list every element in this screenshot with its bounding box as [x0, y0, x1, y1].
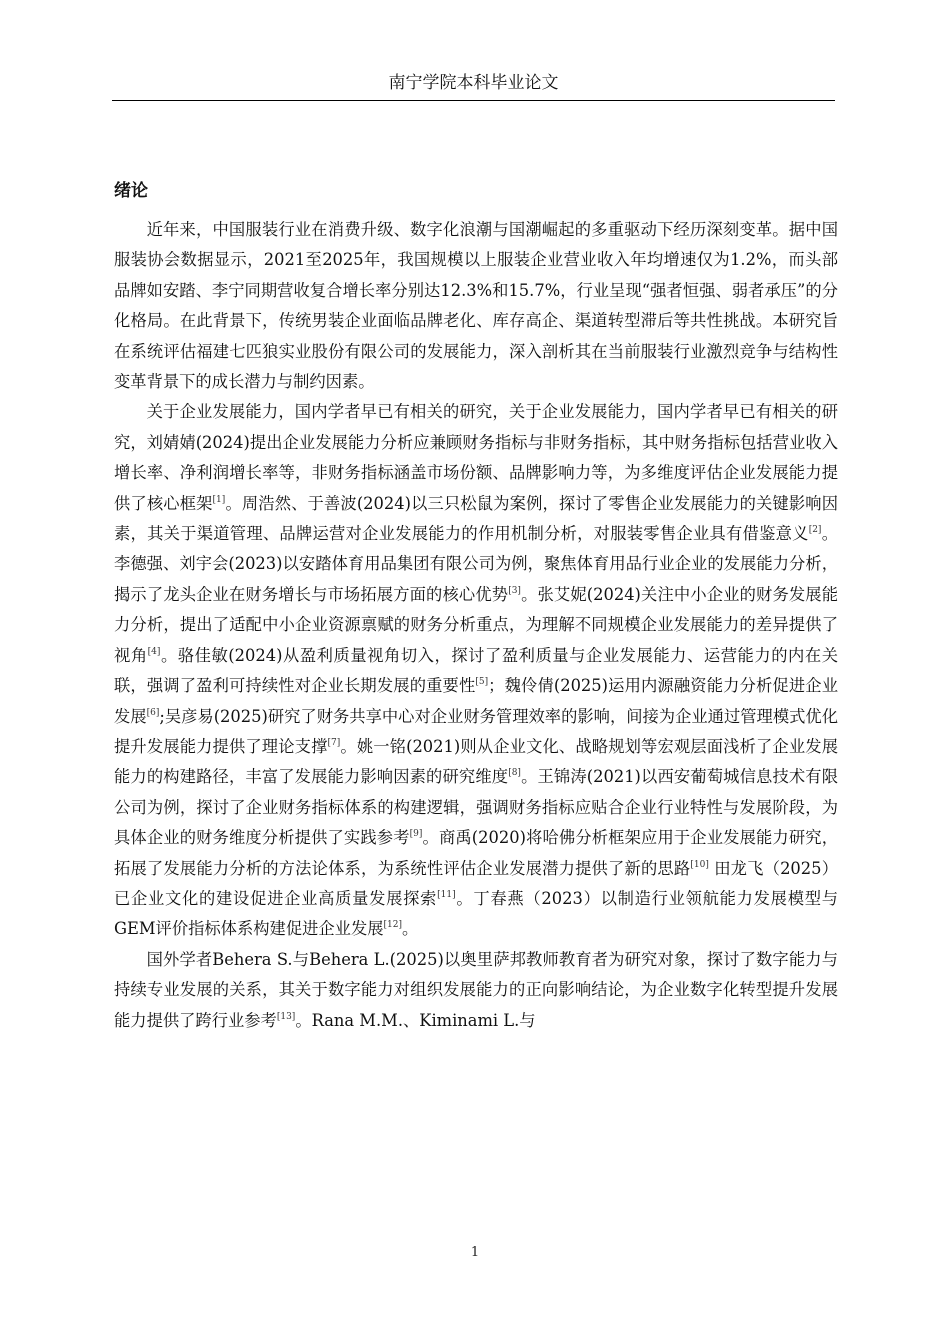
paragraph-text: 。王锦涛(2021)以西安葡萄城信息技术有限公司为例，探讨了企业财务指标体系的构建逻辑，强调财务指标应贴合企业行业特性与发展阶段，为具体企业的财务维度分析提供了实践参考: [114, 767, 839, 848]
paragraph-text: ;吴彦易(2025)研究了财务共享中心对企业财务管理效率的影响，间接为企业通过管理模式优化提升发展能力提供了理论支撑: [114, 706, 838, 756]
citation-marker: [4]: [147, 646, 161, 657]
body-content: [114, 176, 838, 1036]
body-paragraph: [114, 397, 838, 944]
paragraph-text: 。张艾妮(2024)关注中小企业的财务发展能力分析，提出了适配中小企业资源禀赋的财务分析重点，为理解不同规模企业发展能力的差异提供了视角: [114, 584, 839, 665]
paragraph-text: 关于企业发展能力，国内学者早已有相关的研究，关于企业发展能力，国内学者早已有相关的研究，刘婧婧(2024)提出企业发展能力分析应兼顾财务指标与非财务指标，其中财务指标包括营业收入增长率、净利润增长率等，非财务指标涵盖市场份额、品牌影响力等，为多维度评估企业发展能力提供了核心框架: [114, 402, 838, 513]
paragraph-text: 近年来，中国服装行业在消费升级、数字化浪潮与国潮崛起的多重驱动下经历深刻变革。据中国服装协会数据显示，2021至2025年，我国规模以上服装企业营业收入年均增速仅为1.2%，而头部品牌如安踏、李宁同期营收复合增长率分别达12.3%和15.7%，行业呈现“强者恒强、弱者承压”的分化格局。在此背景下，传统男装企业面临品牌老化、库存高企、渠道转型滞后等共性挑战。本研究旨在系统评估福建七匹狼实业股份有限公司的发展能力，深入剖析其在当前服装行业激烈竞争与结构性变革背景下的成长潜力与制约因素。: [114, 220, 838, 392]
page-header: 南宁学院本科毕业论文: [112, 70, 835, 101]
section-title: 绪论: [114, 181, 148, 201]
citation-marker: [10]: [690, 859, 709, 870]
citation-marker: [13]: [276, 1011, 296, 1022]
citation-marker: [9]: [409, 829, 423, 840]
citation-marker: [8]: [508, 768, 521, 779]
body-paragraph: [114, 945, 838, 1036]
paragraph-text: 。周浩然、于善波(2024)以三只松鼠为案例，探讨了零售企业发展能力的关键影响因素，其关于渠道管理、品牌运营对企业发展能力的作用机制分析，对服装零售企业具有借鉴意义: [114, 493, 838, 544]
citation-marker: [11]: [437, 889, 456, 900]
citation-marker: [5]: [475, 677, 489, 688]
paragraph-text: 田龙飞（2025）已企业文化的建设促进企业高质量发展探索: [114, 858, 838, 908]
paragraph-text: 国外学者Behera S.与Behera L.(2025)以奥里萨邦教师教育者为研究对象，探讨了数字能力与持续专业发展的关系，其关于数字能力对组织发展能力的正向影响结论，为企业数字化转型提升发展能力提供了跨行业参考: [114, 949, 838, 1030]
citation-marker: [12]: [383, 920, 402, 931]
citation-marker: [2]: [808, 525, 822, 536]
paragraph-text: 。姚一铭(2021)则从企业文化、战略规划等宏观层面浅析了企业发展能力的构建路径，丰富了发展能力影响因素的研究维度: [114, 736, 838, 787]
paragraph-text: 。丁春燕（2023）以制造行业领航能力发展模型与GEM评价指标体系构建促进企业发展: [114, 888, 838, 939]
paragraph-list: [114, 215, 838, 1036]
body-paragraph: [114, 215, 838, 397]
citation-marker: [1]: [212, 494, 226, 505]
paragraph-text: 。李德强、刘宇会(2023)以安踏体育用品集团有限公司为例，聚焦体育用品行业企业的发展能力分析，揭示了龙头企业在财务增长与市场拓展方面的核心优势: [114, 524, 838, 604]
page-number: 1: [470, 1245, 480, 1260]
citation-marker: [7]: [327, 737, 341, 748]
paragraph-text: 。: [402, 919, 419, 939]
paragraph-text: ；魏伶倩(2025)运用内源融资能力分析促进企业发展: [114, 676, 838, 726]
paragraph-text: 。Rana M.M.、Kiminami L.与: [295, 1010, 536, 1030]
paragraph-text: 。骆佳敏(2024)从盈利质量视角切入，探讨了盈利质量与企业发展能力、运营能力的内在关联，强调了盈利可持续性对企业长期发展的重要性: [114, 645, 838, 696]
citation-marker: [6]: [146, 707, 160, 718]
paragraph-text: 。商禹(2020)将哈佛分析框架应用于企业发展能力研究，拓展了发展能力分析的方法论体系，为系统性评估企业发展潜力提供了新的思路: [114, 828, 838, 878]
citation-marker: [3]: [508, 585, 521, 596]
